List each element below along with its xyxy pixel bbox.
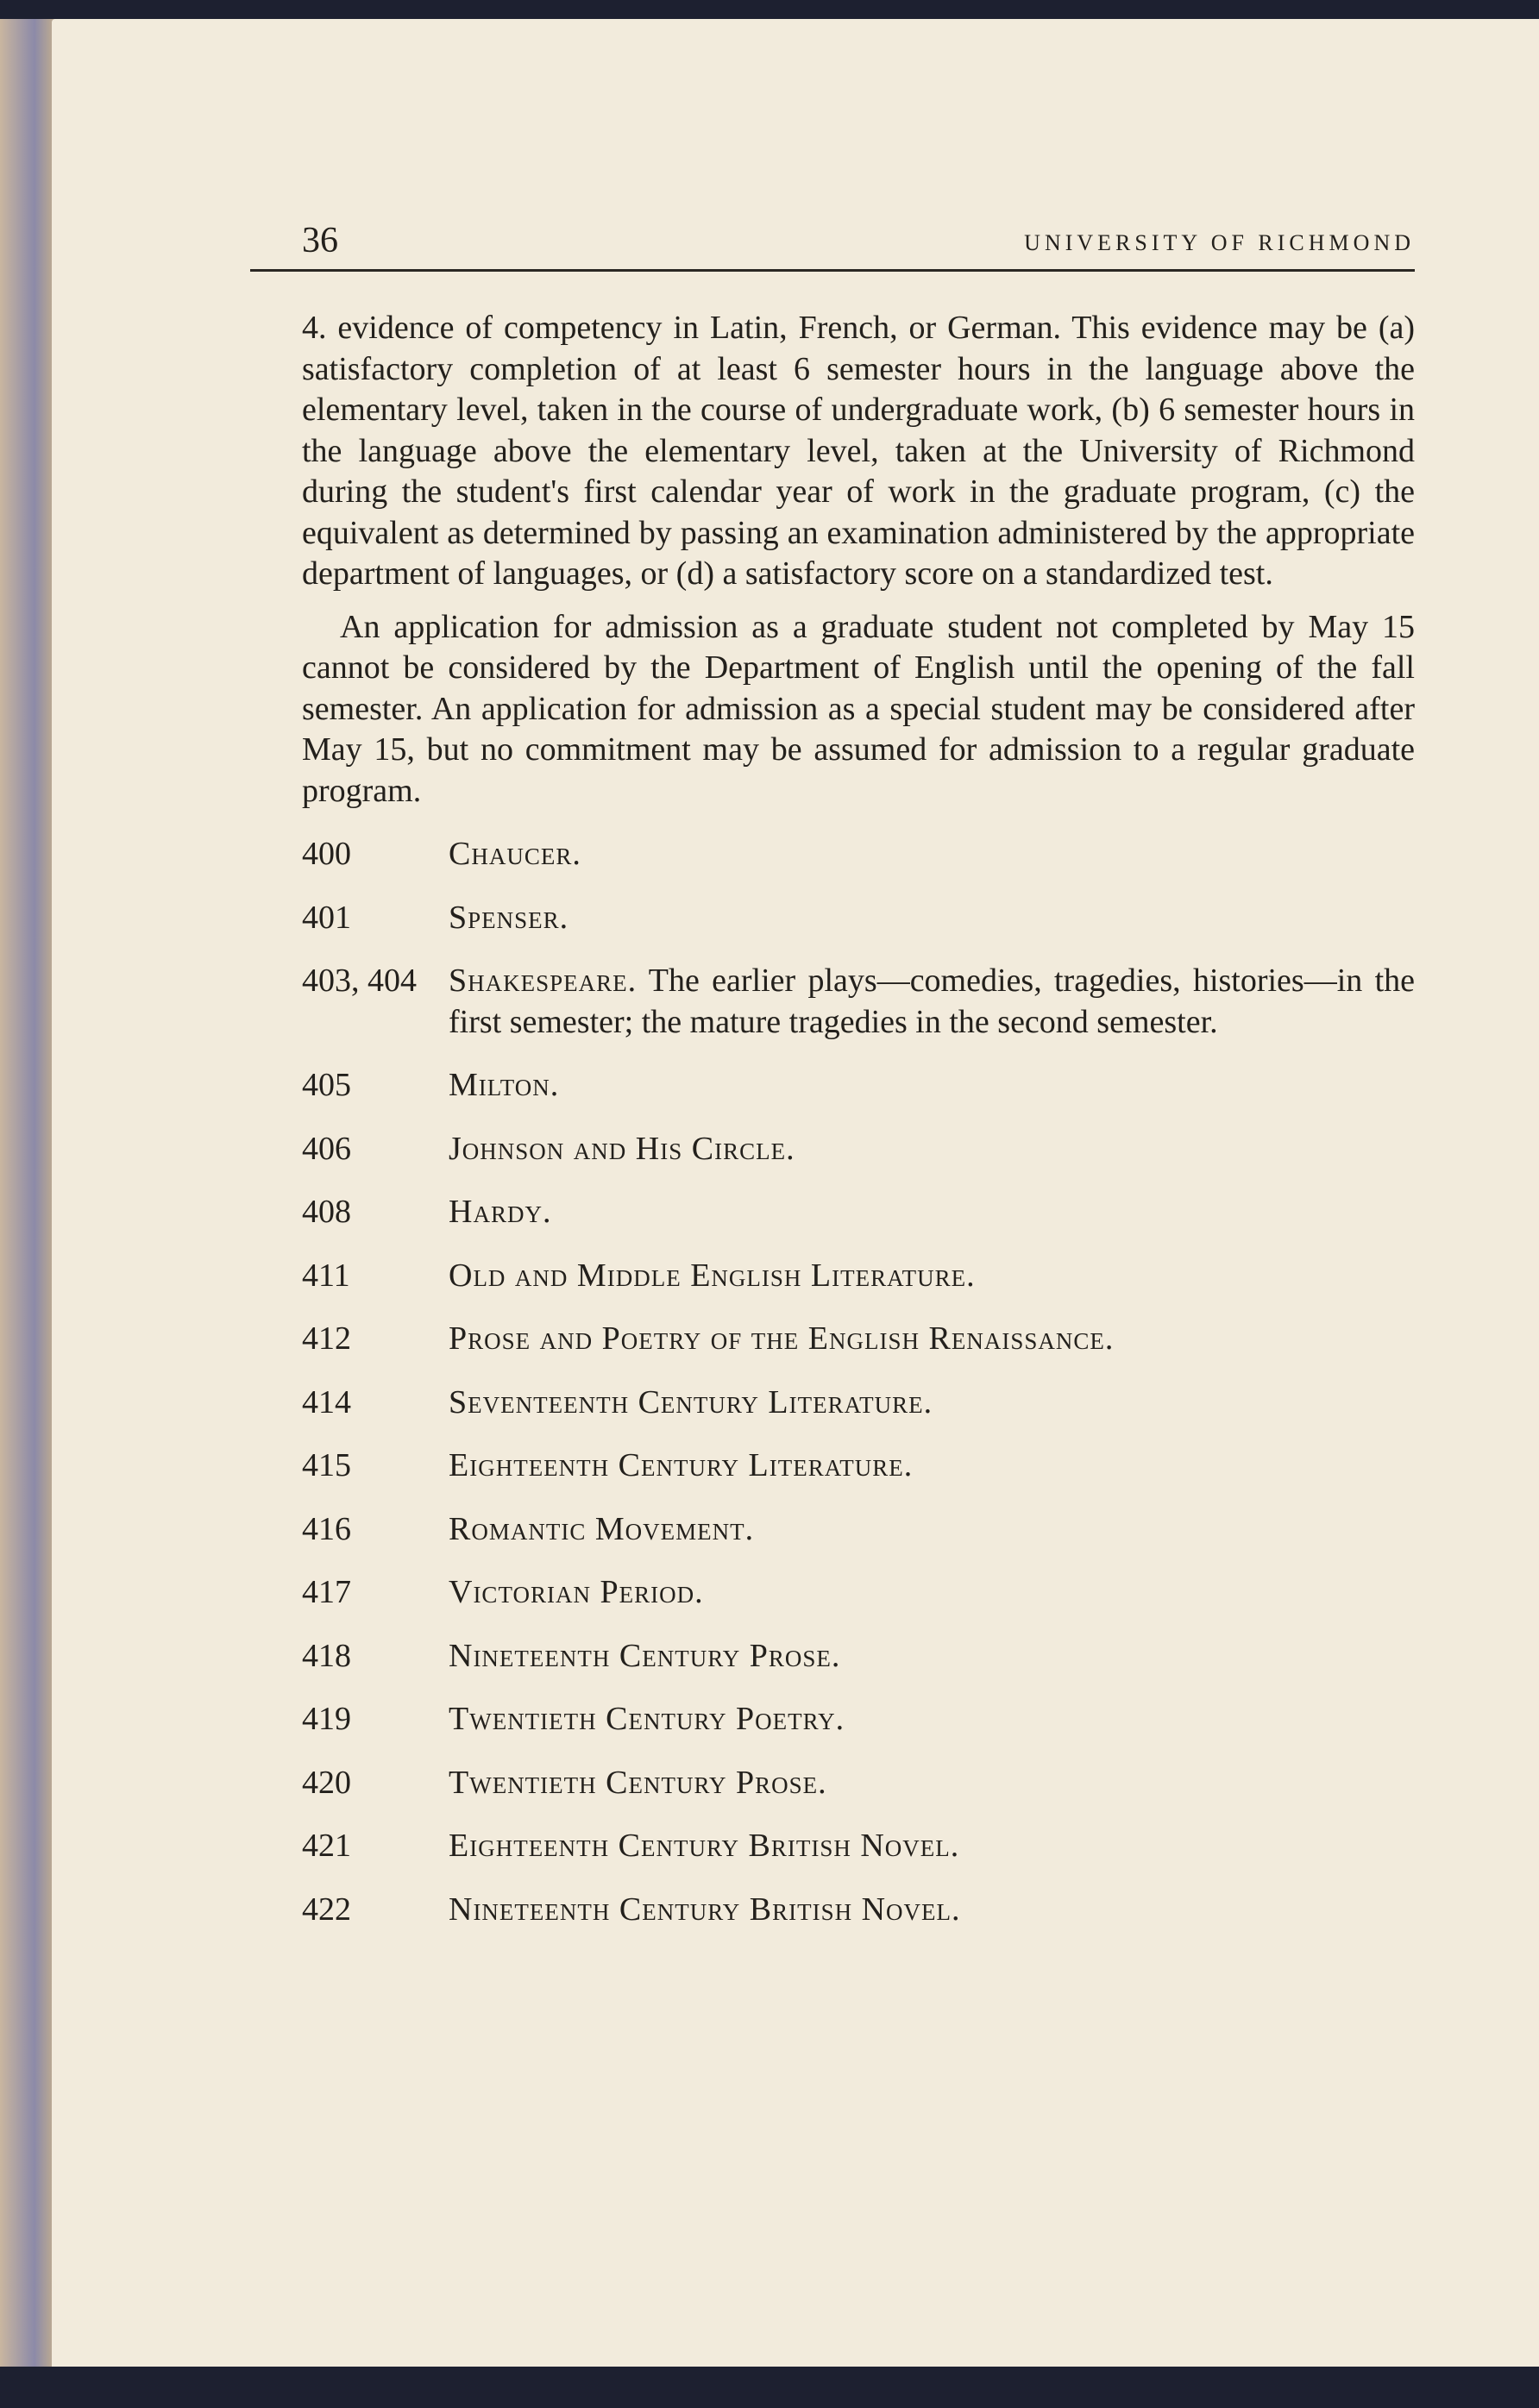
course-entry: [302, 1572, 1415, 1614]
page-number: 36: [302, 221, 338, 260]
course-title: Chaucer.: [449, 836, 581, 872]
course-entry: [302, 961, 1415, 1043]
course-title: Spenser.: [449, 899, 569, 936]
course-text: [449, 1445, 913, 1487]
course-title: Nineteenth Century British Novel.: [449, 1891, 961, 1928]
course-number: 418: [302, 1637, 351, 1674]
course-list: [302, 834, 1415, 1930]
course-number: 414: [302, 1383, 351, 1420]
course-text: [449, 898, 568, 939]
course-text: [449, 1319, 1114, 1360]
course-number: 415: [302, 1447, 351, 1483]
page-content: [250, 216, 1415, 1930]
application-paragraph: An application for admission as a graduate student not completed by May 15 cannot be considered by the Department of English until the opening of the fall semester. An application for admission as a special student may be considered after May 15, but no commitment may be assumed for admission to a regular graduate program.: [302, 608, 1415, 809]
course-title: Shakespeare.: [449, 963, 638, 999]
course-title: Nineteenth Century Prose.: [449, 1637, 841, 1674]
course-entry: [302, 898, 1415, 939]
course-number: 411: [302, 1257, 350, 1294]
course-entry: [302, 834, 1415, 875]
course-entry: [302, 1763, 1415, 1804]
course-title: Eighteenth Century British Novel.: [449, 1828, 960, 1864]
course-number: 406: [302, 1130, 351, 1167]
course-number: 412: [302, 1320, 351, 1357]
course-number: 419: [302, 1701, 351, 1737]
course-number: 417: [302, 1574, 351, 1610]
running-head: [250, 216, 1415, 272]
course-number: 408: [302, 1194, 351, 1230]
course-text: [449, 1890, 961, 1931]
course-title: Johnson and His Circle.: [449, 1130, 795, 1167]
course-title: Romantic Movement.: [449, 1510, 755, 1547]
course-number: 405: [302, 1067, 351, 1103]
course-text: [449, 1699, 845, 1740]
course-text: [449, 1509, 754, 1551]
course-entry: [302, 1319, 1415, 1360]
course-entry: [302, 1256, 1415, 1297]
page-body: [302, 308, 1415, 1930]
course-entry: [302, 1065, 1415, 1107]
course-entry: [302, 1826, 1415, 1867]
course-text: [449, 1572, 704, 1614]
course-text: [449, 1826, 959, 1867]
course-text: [449, 1256, 976, 1297]
course-number: 401: [302, 899, 351, 936]
course-text: [449, 1763, 827, 1804]
running-title: UNIVERSITY OF RICHMOND: [1024, 230, 1415, 255]
course-number: 421: [302, 1828, 351, 1864]
course-title: Old and Middle English Literature.: [449, 1257, 976, 1294]
course-title: Twentieth Century Poetry.: [449, 1701, 845, 1737]
course-entry: [302, 1509, 1415, 1551]
course-number: 403, 404: [302, 963, 417, 999]
course-entry: [302, 1445, 1415, 1487]
course-description: The earlier plays—comedies, tragedies, histories—in the first semester; the mature tragedies in the second semester.: [449, 963, 1415, 1040]
course-text: [449, 834, 581, 875]
course-title: Seventeenth Century Literature.: [449, 1383, 933, 1420]
course-title: Milton.: [449, 1067, 560, 1103]
course-title: Eighteenth Century Literature.: [449, 1447, 914, 1483]
course-text: [449, 961, 1415, 1043]
course-text: [449, 1192, 551, 1233]
course-entry: [302, 1699, 1415, 1740]
course-text: [449, 1383, 933, 1424]
course-title: Victorian Period.: [449, 1574, 704, 1610]
course-number: 416: [302, 1510, 351, 1547]
course-number: 420: [302, 1764, 351, 1801]
course-entry: [302, 1383, 1415, 1424]
course-title: Hardy.: [449, 1194, 552, 1230]
course-title: Twentieth Century Prose.: [449, 1764, 827, 1801]
course-number: 400: [302, 836, 351, 872]
course-text: [449, 1129, 795, 1170]
course-title: Prose and Poetry of the English Renaissance.: [449, 1320, 1115, 1357]
course-text: [449, 1065, 559, 1107]
course-entry: [302, 1129, 1415, 1170]
course-text: [449, 1636, 840, 1677]
course-entry: [302, 1636, 1415, 1677]
requirement-item-4: 4. evidence of competency in Latin, French, or German. This evidence may be (a) satisfactory completion of at least 6 semester hours in the language above the elementary level, taken in the course of undergraduate work, (b) 6 semester hours in the language above the elementary level, taken at the University of Richmond during the student's first calendar year of work in the graduate program, (c) the equivalent as determined by passing an examination administered by the appropriate department of languages, or (d) a satisfactory score on a standardized test.: [302, 310, 1415, 592]
course-number: 422: [302, 1891, 351, 1928]
course-entry: [302, 1890, 1415, 1931]
course-entry: [302, 1192, 1415, 1233]
